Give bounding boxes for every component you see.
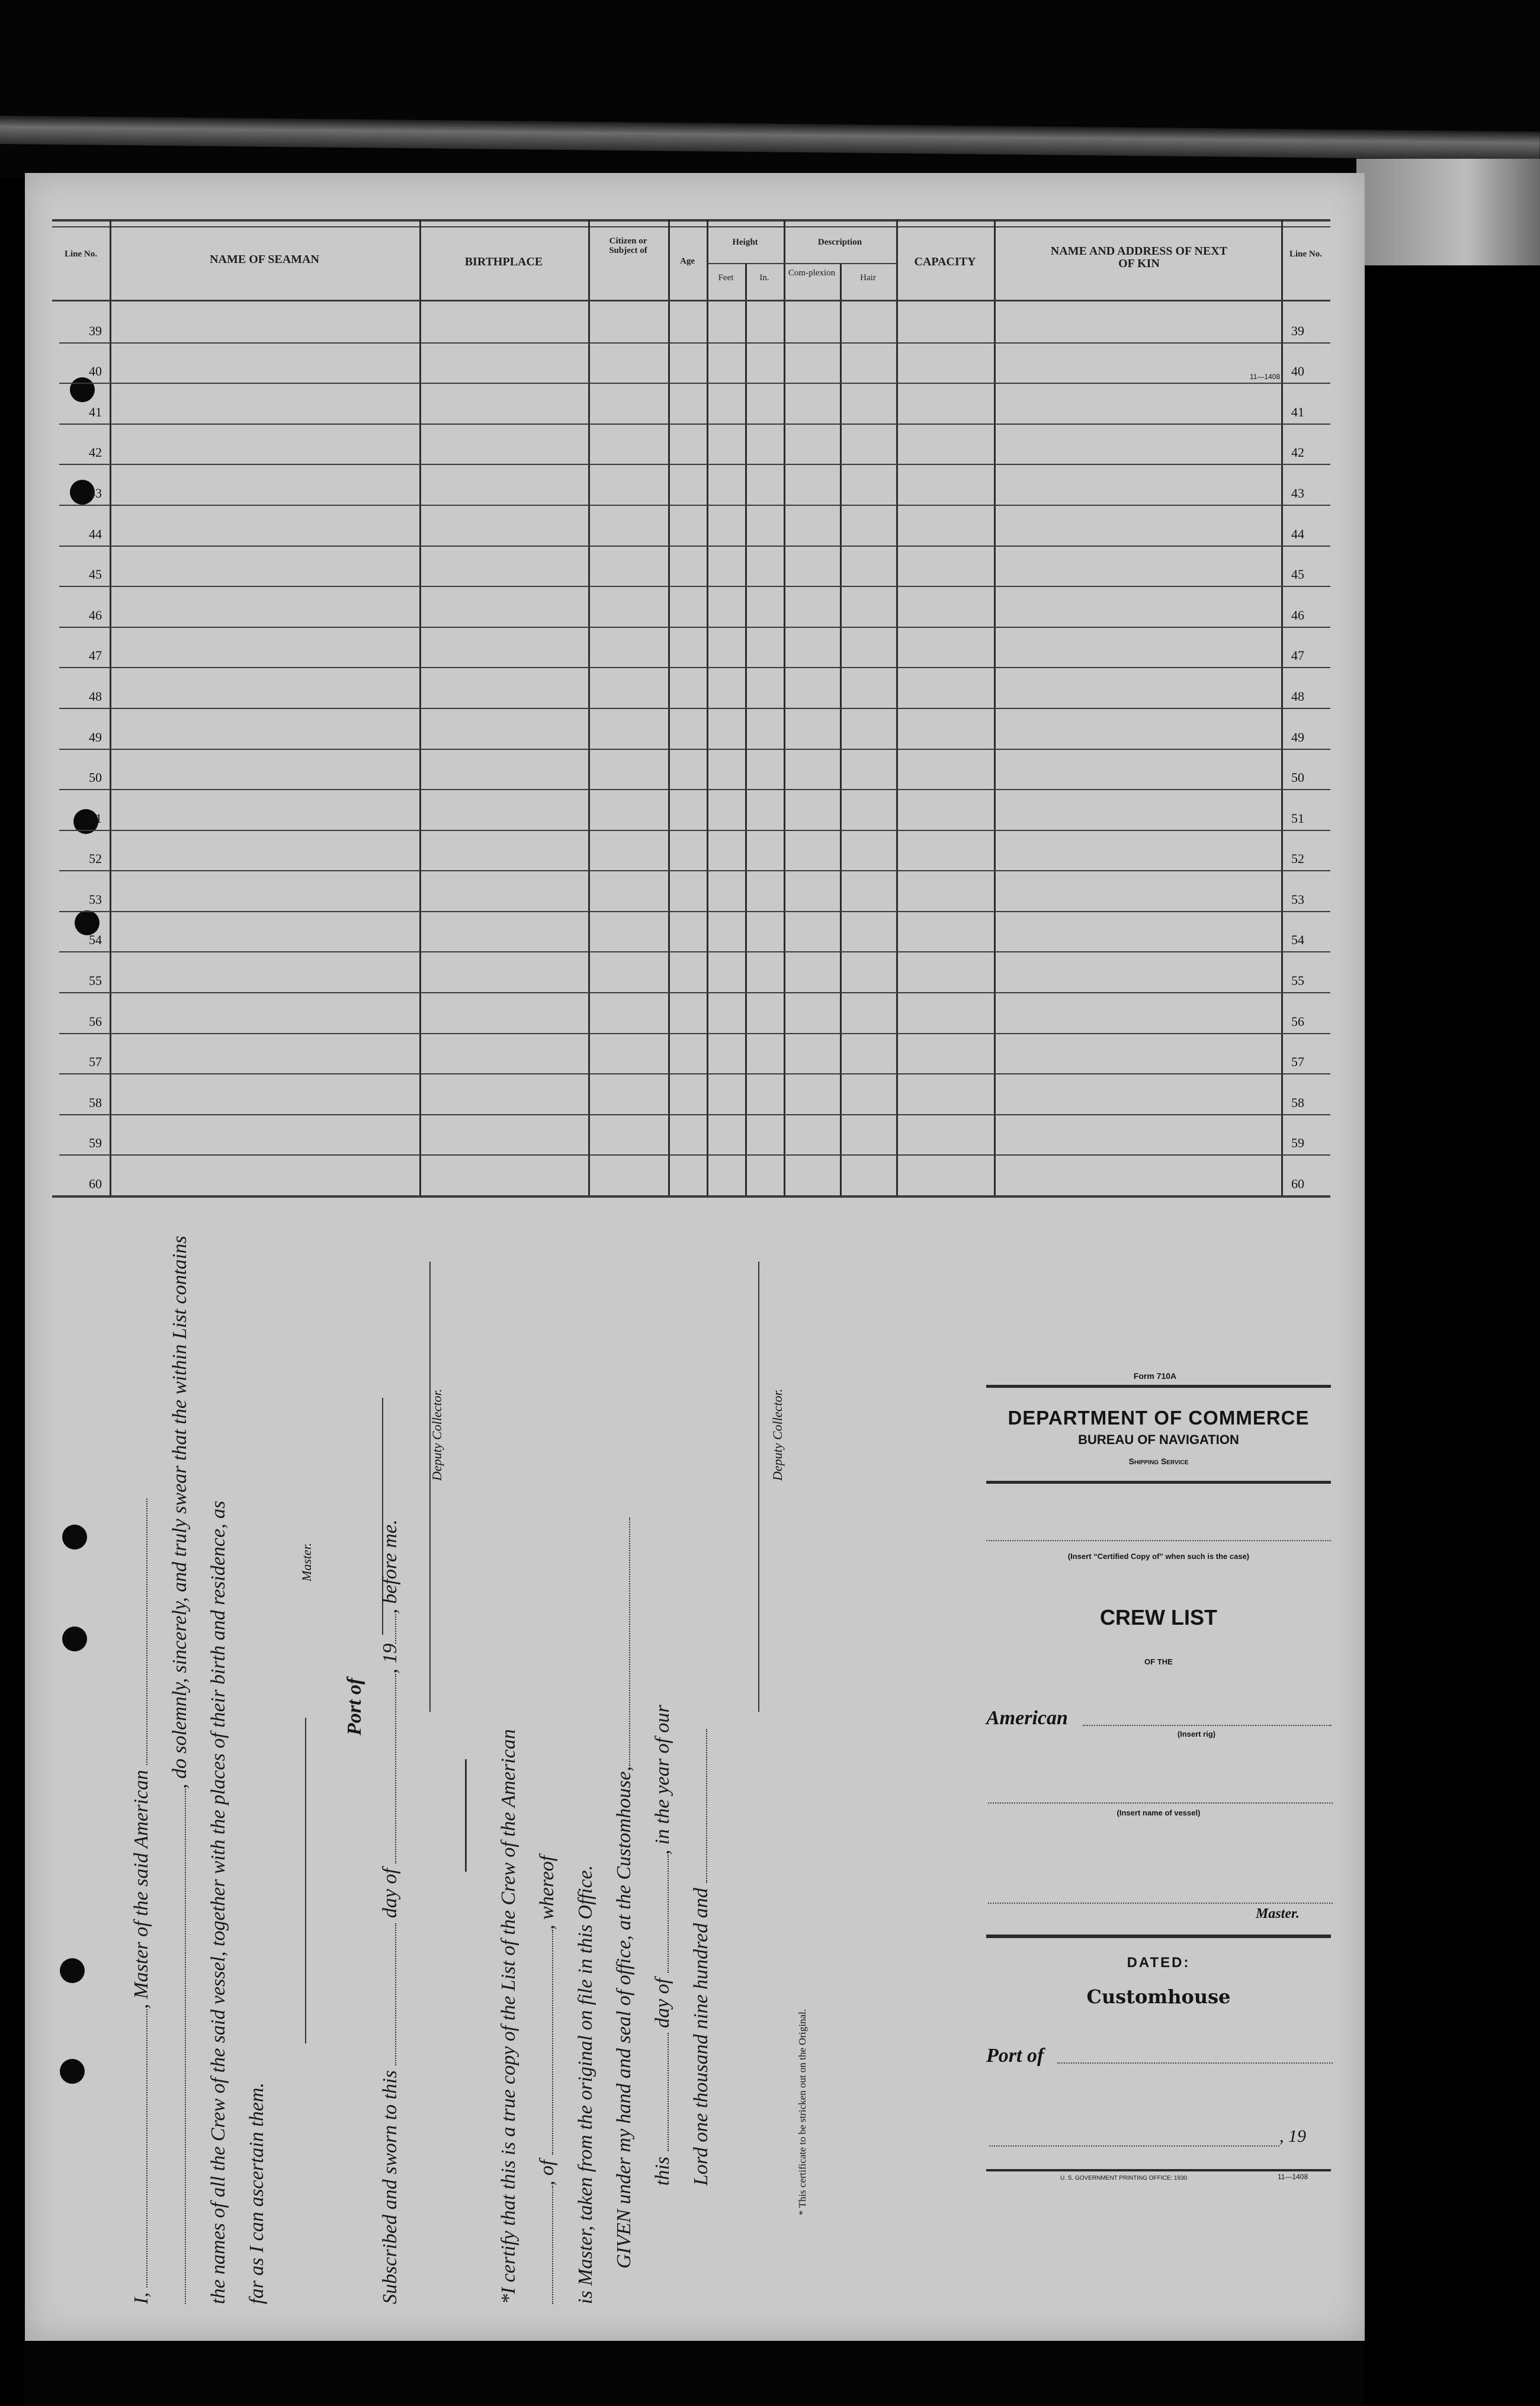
cover-rule-bottom [986,2169,1331,2171]
table-row-rule [59,1033,1330,1034]
lord-line [690,1729,713,2186]
cover-rule-top [986,1385,1331,1388]
divider-short [465,1759,467,1872]
blank-year-2 [706,1729,707,1883]
table-row-rule [59,992,1330,993]
table-row-rule [59,424,1330,425]
rig-blank [1083,1725,1332,1726]
blank-vessel-name [185,1789,186,2304]
row-number-right: 40 [1291,364,1304,379]
form-number-bottom: 11—1408 [1278,2173,1308,2181]
table-row-rule [59,505,1330,506]
table-row-rule [59,789,1330,790]
sworn-text-c: , 19 [379,1643,401,1674]
row-number-left: 57 [89,1054,102,1070]
form-number-top: 11—1408 [1250,373,1281,381]
header-in: In. [759,273,769,283]
port-of-label: Port of [344,1677,365,1735]
this-text-c: , in the year of our [652,1705,673,1855]
shipping-service: Shipping Service [1128,1457,1189,1466]
cover-rule-2 [986,1481,1331,1484]
cover-master-label: Master. [1256,1906,1300,1921]
table-row-rule [59,749,1330,750]
sworn-text-d: , before me. [379,1519,401,1614]
header-complexion: Com-plexion [788,268,836,278]
row-number-right: 48 [1291,688,1304,704]
certify-of: , of [536,2155,558,2186]
bureau-name: BUREAU OF NAVIGATION [1078,1432,1239,1447]
row-number-left: 52 [89,851,102,867]
table-row-rule [59,546,1330,547]
oath-swear: , do solemnly, sincerely, and truly swear that the within List contains [169,1236,191,1789]
given-line [613,1518,636,2269]
row-number-left: 44 [89,526,102,541]
lord-text: Lord one thousand nine hundred and [690,1882,712,2186]
cover-rule-3 [986,1935,1331,1938]
col-divider [745,263,747,1195]
table-row-rule [59,464,1330,465]
row-number-left: 45 [89,567,102,582]
oath-i: I, [130,2287,152,2304]
table-row-rule [59,1154,1330,1156]
col-divider [840,263,842,1195]
table-row-rule [59,627,1330,628]
master-label: Master. [299,1542,314,1581]
table-row-rule [59,708,1330,709]
header-age: Age [680,256,695,266]
vessel-name-blank [988,1802,1333,1804]
table-row-rule [59,342,1330,344]
header-name-of-seaman: NAME OF SEAMAN [210,253,319,266]
of-the-label: OF THE [1144,1657,1173,1666]
row-number-left: 54 [89,932,102,948]
given-text: GIVEN under my hand and seal of office, at the Customhouse, [613,1766,635,2269]
oath-line-1 [130,1499,153,2304]
row-number-left: 56 [89,1013,102,1029]
table-row-rule [59,870,1330,871]
deputy-signature-line-1 [429,1262,431,1712]
table-row-rule [59,1114,1330,1115]
row-number-left: 40 [89,364,102,379]
deputy-collector-label-1: Deputy Collector. [429,1388,444,1481]
table-top-rule-2 [52,226,1330,227]
blank-month [395,1674,396,1863]
cover-date-blank [989,2145,1279,2147]
cover-port-blank [1057,2062,1333,2064]
row-number-right: 49 [1291,729,1304,745]
row-number-right: 58 [1291,1095,1304,1110]
row-number-right: 44 [1291,526,1304,541]
row-number-right: 41 [1291,404,1304,419]
header-citizen: Citizen or Subject of [609,236,647,255]
row-number-right: 51 [1291,810,1304,826]
table-top-rule [52,219,1330,222]
row-number-left: 49 [89,729,102,745]
certify-line-2 [536,1856,559,2304]
crew-table [52,219,1330,1195]
header-description: Description [817,238,862,247]
master-signature-line [305,1718,306,2044]
header-line-no-right: Line No. [1289,249,1322,259]
insert-certified-note: (Insert “Certified Copy of” when such is the case) [1067,1552,1250,1561]
blank-month-2 [668,1855,669,1973]
row-number-right: 42 [1291,445,1304,460]
master-blank [988,1903,1333,1904]
punch-hole [60,2059,85,2084]
row-number-left: 58 [89,1095,102,1110]
crew-list-title: CREW LIST [1100,1605,1217,1629]
blank-year [395,1614,396,1644]
oath-master-of: , Master of the said American [130,1765,152,2009]
table-row-rule [52,1195,1330,1198]
punch-hole [62,1525,87,1550]
sworn-text-b: day of [379,1863,401,1923]
row-number-left: 48 [89,688,102,704]
blank-master-name [146,2009,147,2288]
row-number-right: 39 [1291,323,1304,338]
deputy-collector-label-2: Deputy Collector. [770,1388,785,1481]
certify-line-1: *I certify that this is a true copy of the List of the Crew of the American [498,1729,519,2304]
row-number-left: 50 [89,770,102,785]
scan-background-bottom [25,2341,1365,2406]
scan-edge-tab [1356,159,1540,265]
table-row-rule [59,586,1330,587]
row-number-right: 53 [1291,891,1304,907]
certify-line-3: is Master, taken from the original on file in this Office. [575,1865,596,2304]
header-sub-rule [707,263,896,264]
header-line-no: Line No. [64,249,97,259]
blank-port [552,1930,553,2155]
header-birthplace: BIRTHPLACE [464,255,543,268]
row-number-left: 51 [89,810,102,826]
cover-port-of-label: Port of [986,2045,1044,2067]
header-height: Height [732,238,758,247]
row-number-left: 60 [89,1176,102,1191]
row-number-right: 60 [1291,1176,1304,1191]
this-text-a: this [652,2151,673,2186]
row-number-right: 55 [1291,973,1304,989]
punch-hole [62,1627,87,1651]
deputy-signature-line-2 [758,1262,759,1712]
row-number-left: 43 [89,485,102,501]
cover-year-label: , 19 [1279,2126,1306,2146]
row-number-right: 57 [1291,1054,1304,1070]
header-hair: Hair [860,273,876,283]
row-number-right: 52 [1291,851,1304,867]
table-row-rule [59,951,1330,952]
blank-vessel [146,1499,147,1765]
row-number-right: 43 [1291,485,1304,501]
customhouse-label: Customhouse [1086,1985,1231,2008]
oath-line-3: the names of all the Crew of the said vessel, together with the places of their birth and residence, as [207,1500,229,2304]
header-bottom-rule [52,300,1330,301]
certificate-footnote: * This certificate to be stricken out on the Original. [797,2009,808,2215]
insert-vessel-note: (Insert name of vessel) [1116,1808,1201,1817]
this-text-b: day of [652,1973,673,2033]
oath-line-4: far as I can ascertain them. [246,2083,268,2304]
blank-rig [552,2186,553,2304]
printing-office-note: U. S. GOVERNMENT PRINTING OFFICE: 1930 [1060,2175,1188,2182]
row-number-right: 50 [1291,770,1304,785]
subscribed-line [379,1519,402,2304]
row-number-right: 59 [1291,1135,1304,1151]
blank-day [395,1923,396,2065]
row-number-right: 56 [1291,1013,1304,1029]
department-name: DEPARTMENT OF COMMERCE [1008,1407,1310,1429]
header-feet: Feet [718,273,734,283]
header-capacity: CAPACITY [914,255,976,268]
row-number-left: 59 [89,1135,102,1151]
blank-day-2 [668,2033,669,2151]
table-row-rule [59,911,1330,912]
row-number-left: 53 [89,891,102,907]
table-row-rule [59,1073,1330,1074]
row-number-left: 42 [89,445,102,460]
certificate-block [98,1236,868,2304]
row-number-right: 47 [1291,648,1304,663]
row-number-right: 46 [1291,607,1304,623]
certify-whereof: , whereof [536,1855,558,1930]
sworn-text-a: Subscribed and sworn to this [379,2065,401,2304]
table-row-rule [59,667,1330,668]
dated-label: DATED: [1127,1955,1191,1971]
row-number-left: 39 [89,323,102,338]
table-row-rule [59,383,1330,384]
header-next-of-kin: NAME AND ADDRESS OF NEXT OF KIN [1050,245,1228,270]
certified-copy-blank [986,1540,1331,1541]
insert-rig-note: (Insert rig) [1177,1730,1216,1738]
punch-hole [60,1958,85,1983]
row-number-right: 45 [1291,567,1304,582]
row-number-right: 54 [1291,932,1304,948]
form-710a: Form 710A [1133,1371,1177,1381]
row-number-left: 55 [89,973,102,989]
this-day-line [652,1705,674,2186]
oath-line-2 [169,1236,191,2304]
blank-customhouse [629,1518,630,1766]
row-number-left: 47 [89,648,102,663]
row-number-left: 46 [89,607,102,623]
american-label: American [986,1707,1068,1729]
row-number-left: 41 [89,404,102,419]
table-row-rule [59,830,1330,831]
